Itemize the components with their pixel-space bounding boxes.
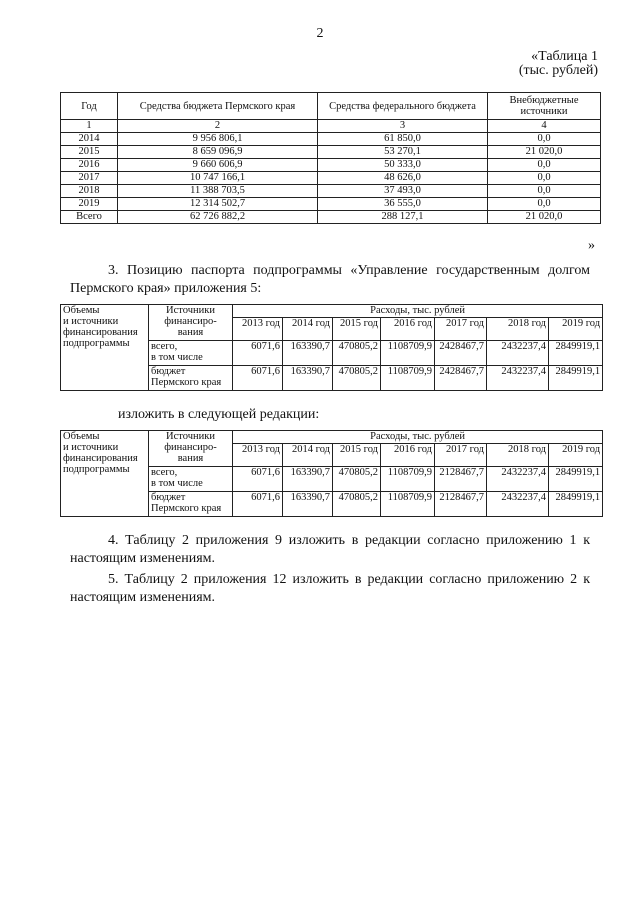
volumes-label: Объемы и источники финансирования подпрограммы — [61, 305, 149, 391]
value-cell: 2128467,7 — [435, 467, 487, 492]
year-header: 2016 год — [381, 444, 435, 467]
value-cell: 2849919,1 — [549, 366, 603, 391]
table-cell: 21 020,0 — [488, 146, 601, 159]
paragraph-5: 5. Таблицу 2 приложения 12 изложить в редакции согласно приложению 2 к настоящим изменениям. — [70, 572, 590, 605]
expenses-header: Расходы, тыс. рублей — [233, 305, 603, 318]
table-cell: 36 555,0 — [318, 198, 488, 211]
volumes-label: Объемы и источники финансирования подпрограммы — [61, 431, 149, 517]
table-cell: 37 493,0 — [318, 185, 488, 198]
table-row — [61, 172, 601, 185]
table-cell: 2019 — [61, 198, 118, 211]
table-cell: 10 747 166,1 — [118, 172, 318, 185]
col-number: 3 — [318, 120, 488, 133]
value-cell: 6071,6 — [233, 366, 283, 391]
value-cell: 470805,2 — [333, 341, 381, 366]
source-name: всего, в том числе — [149, 467, 233, 492]
table-cell: 9 956 806,1 — [118, 133, 318, 146]
value-cell: 163390,7 — [283, 467, 333, 492]
header-year: Год — [61, 93, 118, 120]
value-cell: 1108709,9 — [381, 341, 435, 366]
value-cell: 163390,7 — [283, 366, 333, 391]
budget-table — [60, 92, 601, 224]
value-cell: 2432237,4 — [487, 341, 549, 366]
table-cell: 2017 — [61, 172, 118, 185]
value-cell: 2849919,1 — [549, 467, 603, 492]
table-cell: 0,0 — [488, 133, 601, 146]
paragraph-middle: изложить в следующей редакции: — [118, 407, 320, 422]
table-cell: 53 270,1 — [318, 146, 488, 159]
year-header: 2015 год — [333, 444, 381, 467]
table-row — [61, 198, 601, 211]
table-cell: 9 660 606,9 — [118, 159, 318, 172]
table-row — [61, 185, 601, 198]
value-cell: 2432237,4 — [487, 366, 549, 391]
table-cell: 50 333,0 — [318, 159, 488, 172]
value-cell: 2428467,7 — [435, 366, 487, 391]
table-header-row — [61, 93, 601, 120]
value-cell: 1108709,9 — [381, 366, 435, 391]
year-header: 2014 год — [283, 444, 333, 467]
year-header: 2014 год — [283, 318, 333, 341]
year-header: 2015 год — [333, 318, 381, 341]
table-cell: 0,0 — [488, 185, 601, 198]
table-cell: 21 020,0 — [488, 211, 601, 224]
value-cell: 2128467,7 — [435, 492, 487, 517]
table-cell: Всего — [61, 211, 118, 224]
sources-label: Источники финансиро- вания — [149, 431, 233, 467]
value-cell: 2432237,4 — [487, 467, 549, 492]
table-cell: 2016 — [61, 159, 118, 172]
table-row — [61, 133, 601, 146]
table-number-row — [61, 120, 601, 133]
table-cell: 8 659 096,9 — [118, 146, 318, 159]
value-cell: 470805,2 — [333, 366, 381, 391]
table-row — [61, 211, 601, 224]
value-cell: 1108709,9 — [381, 467, 435, 492]
table-cell: 0,0 — [488, 172, 601, 185]
col-number: 1 — [61, 120, 118, 133]
closing-quote: » — [588, 238, 595, 253]
value-cell: 470805,2 — [333, 467, 381, 492]
value-cell: 6071,6 — [233, 467, 283, 492]
col-number: 4 — [488, 120, 601, 133]
table-row — [61, 146, 601, 159]
year-header: 2018 год — [487, 444, 549, 467]
value-cell: 163390,7 — [283, 341, 333, 366]
expenses-header: Расходы, тыс. рублей — [233, 431, 603, 444]
table-cell: 2018 — [61, 185, 118, 198]
passport-table — [60, 430, 603, 517]
table-cell: 0,0 — [488, 159, 601, 172]
table-cell: 11 388 703,5 — [118, 185, 318, 198]
table-cell: 62 726 882,2 — [118, 211, 318, 224]
year-header: 2017 год — [435, 318, 487, 341]
value-cell: 2428467,7 — [435, 341, 487, 366]
year-header: 2013 год — [233, 318, 283, 341]
source-name: всего, в том числе — [149, 341, 233, 366]
table-row — [61, 159, 601, 172]
sources-label: Источники финансиро- вания — [149, 305, 233, 341]
paragraph-4: 4. Таблицу 2 приложения 9 изложить в редакции согласно приложению 1 к настоящим изменениям. — [70, 533, 590, 566]
value-cell: 2849919,1 — [549, 492, 603, 517]
value-cell: 2432237,4 — [487, 492, 549, 517]
year-header: 2019 год — [549, 444, 603, 467]
table-cell: 288 127,1 — [318, 211, 488, 224]
year-header: 2016 год — [381, 318, 435, 341]
table-cell: 48 626,0 — [318, 172, 488, 185]
passport-table — [60, 304, 603, 391]
year-header: 2013 год — [233, 444, 283, 467]
table-cell: 0,0 — [488, 198, 601, 211]
header-federal-budget: Средства федерального бюджета — [318, 93, 488, 120]
value-cell: 163390,7 — [283, 492, 333, 517]
value-cell: 1108709,9 — [381, 492, 435, 517]
year-header: 2017 год — [435, 444, 487, 467]
source-name: бюджет Пермского края — [149, 492, 233, 517]
table-cell: 2014 — [61, 133, 118, 146]
source-name: бюджет Пермского края — [149, 366, 233, 391]
value-cell: 470805,2 — [333, 492, 381, 517]
year-header: 2019 год — [549, 318, 603, 341]
paragraph-3: 3. Позицию паспорта подпрограммы «Управление государственным долгом Пермского края» приложения 5: — [70, 263, 590, 296]
value-cell: 2849919,1 — [549, 341, 603, 366]
col-number: 2 — [118, 120, 318, 133]
table-cell: 61 850,0 — [318, 133, 488, 146]
value-cell: 6071,6 — [233, 492, 283, 517]
table-units: (тыс. рублей) — [518, 63, 598, 78]
year-header: 2018 год — [487, 318, 549, 341]
page-number: 2 — [316, 26, 324, 41]
value-cell: 6071,6 — [233, 341, 283, 366]
header-extrabudget: Внебюджетные источники — [488, 93, 601, 120]
table-cell: 12 314 502,7 — [118, 198, 318, 211]
header-regional-budget: Средства бюджета Пермского края — [118, 93, 318, 120]
table-caption: «Таблица 1 — [531, 49, 598, 64]
table-cell: 2015 — [61, 146, 118, 159]
